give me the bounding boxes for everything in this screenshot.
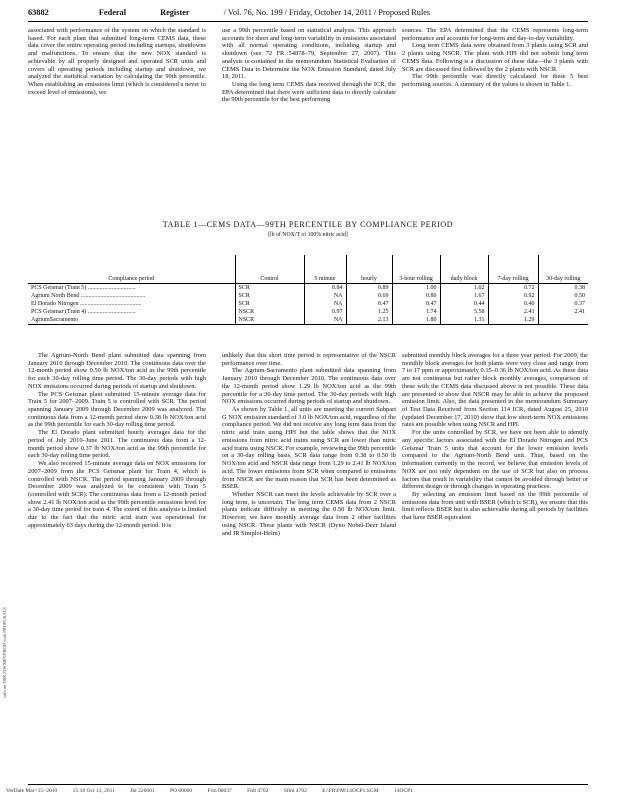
header-register: Register — [160, 8, 190, 17]
column-header: 5 minute — [304, 255, 346, 284]
column-header: Compliance period — [28, 255, 235, 284]
footer-rule — [28, 784, 588, 785]
value-cell: 0.72 — [488, 284, 538, 293]
footer-item: 14OCP1 — [394, 788, 413, 794]
table-row — [28, 284, 588, 293]
header-rule — [28, 21, 588, 22]
column-header: Control — [235, 255, 304, 284]
paragraph: The Agrium-North Bend plant submitted data spanning from January 2010 through December 2010. The continuous data over the 12-month period show 0.50 lb NOX/ton acid as the 99th percentile for each 30-day rolling time period. The 30-day periods with high NOX emissions occurred during periods of startup and shutdown. — [28, 352, 206, 390]
value-cell: 0.92 — [488, 292, 538, 300]
table-subcaption: [lb of NOX/T of 100% nitric acid] — [268, 232, 348, 238]
value-cell: 0.69 — [346, 292, 392, 300]
footer-item: PO 00000 — [169, 788, 193, 794]
bottom-column-2 — [222, 352, 396, 537]
table-row — [28, 308, 588, 316]
paragraph: We also received 15-minute average data on NOX emissions for 2007–2009 from the PCS Geismar plant for Train 4, which is controlled with NSCR. The period spanning January 2009 through December 2009 was analyzed to be consistent with Train 5 (controlled with SCR). The continuous data from a 12-month period show 2.41 lb NOX/ton acid as the 99th percentile emissions level for a 30-day time period for train 4. The extent of this analysis is limited due to the fact that the nitric acid train was operational for approximately 63 days during the 12-month period. It is — [28, 460, 206, 529]
value-cell: NA — [304, 316, 346, 325]
value-cell — [538, 316, 588, 325]
footer-item: Frm 00037 — [207, 788, 232, 794]
running-header — [28, 8, 588, 17]
footer-item: VerDate Mar<15>2010 — [6, 788, 58, 794]
paragraph: Using the long term CEMS data received through the ICR, the EPA determined that there were sufficient data to directly calculate the 99th percentile for the best performing — [222, 81, 396, 104]
footer-item: Jkt 226001 — [130, 788, 155, 794]
footer — [6, 788, 606, 794]
bottom-column-3 — [402, 352, 588, 522]
top-column-2 — [222, 27, 396, 104]
value-cell: 1.02 — [440, 284, 488, 293]
top-column-3 — [402, 27, 588, 89]
value-cell: 2.13 — [346, 316, 392, 325]
plant-cell: Agrium North Bend ........................................... — [31, 293, 146, 299]
value-cell: 1.25 — [346, 308, 392, 316]
value-cell: 0.97 — [304, 308, 346, 316]
header-federal: Federal — [98, 8, 127, 17]
value-cell: 0.89 — [346, 284, 392, 293]
value-cell: 0.40 — [488, 300, 538, 308]
paragraph: sources. The EPA determined that the CEMS represents long-term performance and accounts for long-term and day-to-day variability. — [402, 27, 588, 42]
value-cell: 0.38 — [538, 284, 588, 293]
paragraph: Long term CEMS data were obtained from 3 plants using SCR and 2 plants using NSCR. The plant with HPI did not submit long term CEMS data. Following is a discussion of these data—the 3 plants with SCR are discussed first followed by the 2 plants with NSCR. — [402, 42, 588, 73]
paragraph: The PCS Geismar plant submitted 15-minute average data for Train 5 for 2007–2009. Train 5 is controlled with SCR. The period spanning January 2009 through December 2009 was analyzed. The continuous data from a 12-month period show 0.38 lb NOX/ton acid as the 99th percentile for each 30-day rolling time period. — [28, 390, 206, 429]
value-cell: 0.47 — [392, 300, 440, 308]
value-cell: 1.00 — [392, 284, 440, 293]
control-cell: NSCR — [235, 316, 304, 325]
control-cell: SCR — [235, 292, 304, 300]
table-caption: TABLE 1—CEMS DATA—99TH PERCENTILE BY COMPLIANCE PERIOD — [162, 220, 454, 229]
top-column-1 — [28, 27, 206, 96]
column-header: 30-day rolling — [538, 255, 588, 284]
side-margin-note: sdfn on DSK2TWX8P1PROD with PROPOSALS — [2, 607, 7, 698]
control-cell: SCR — [235, 284, 304, 293]
paragraph: For the units controlled by SCR, we have not been able to identify any specific factors associated with the El Dorado Nitrogen and PCS Geismar Train 5 units that account for the lower emission levels compared to the Agrium-North Bend unit. Thus, based on the information currently in the record, we believe that emission levels of NOX are not only dependent on the use of SCR but also on process factors that result in variability that cannot be avoided through better or different design or through changes in operating practices. — [402, 429, 588, 491]
value-cell: 0.37 — [538, 300, 588, 308]
cems-data-table — [28, 255, 588, 325]
footer-item: E:\FR\FM\14OCP1.SGM — [322, 788, 379, 794]
plant-cell: PCS Geismar (Train 4) ................................ — [31, 309, 136, 315]
footer-item: Sfmt 4702 — [283, 788, 307, 794]
footer-item: Fmt 4702 — [247, 788, 269, 794]
paragraph: associated with performance of the system on which the standard is based. For each plant that submitted long-term CEMS data, these data cover the entire operating period including startups, shutdowns and malfunctions. To ensure that the new NOX standard is achievable by all properly designed and operated SCR units and covers all operating periods including startup and shutdown, we analyzed the statistical variation by calculating the 99th percentile. When establishing an emissions limit (which is considered a never to exceed level of emissions), we — [28, 27, 206, 96]
plant-cell: PCS Geismar (Train 5) ................................ — [31, 285, 136, 291]
control-cell: NSCR — [235, 308, 304, 316]
value-cell: 1.67 — [440, 292, 488, 300]
paragraph: Whether NSCR can meet the levels achievable by SCR over a long term, is uncertain. The long term CEMS data from 2 NSCR plants indicate difficulty in meeting the 0.50 lb NOX/ton limit. However, we have monthly average data from 2 other facilities using NSCR. These plants with NSCR (Dyno Nobel-Deer Island and JR Simplot-Helm) — [222, 490, 396, 537]
column-header: daily block — [440, 255, 488, 284]
paragraph: The El Dorado plant submitted hourly averages data for the period of July 2010–June 2011. The continuous data from a 12-month period show 0.37 lb NOX/ton acid as the 99th percentile for each 30-day rolling time period. — [28, 429, 206, 460]
paragraph: As shown by Table 1, all units are meeting the current Subpart G NOX emission standard of 3.0 lb NOX/ton acid, regardless of the compliance period. We did not receive any long term data from the nitric acid train using HPI but the table shows that the NOX emissions from nitric acid trains using SCR are lower than nitric acid trains using NSCR. For example, reviewing the 99th percentile on a 30-day rolling basis, SCR data range from 0.38 to 0.50 lb NOX/ton acid and NSCR data range from 1.29 to 2.41 lb NOX/ton acid. The lower emissions from SCR when compared to emissions from NSCR are the main reason that SCR has been determined as BSER. — [222, 406, 396, 491]
value-cell: 2.41 — [488, 308, 538, 316]
table-row — [28, 300, 588, 308]
value-cell: 0.80 — [392, 292, 440, 300]
column-header: 3-hour rolling — [392, 255, 440, 284]
column-header: hourly — [346, 255, 392, 284]
paragraph: By selecting an emission limit based on the 99th percentile of emissions data from unit with BSER (which is SCR), we ensure that this limit reflects BSER but is also achievable during all periods by facilities that have BSER equivalent — [402, 490, 588, 522]
value-cell: 1.29 — [488, 316, 538, 325]
column-header: 7-day rolling — [488, 255, 538, 284]
paragraph: unlikely that this short time period is representative of the NSCR performance over time. — [222, 352, 396, 367]
value-cell: 0.84 — [304, 284, 346, 293]
footer-item: 15:18 Oct 13, 2011 — [72, 788, 115, 794]
table-header-row — [28, 255, 588, 284]
value-cell: NA — [304, 292, 346, 300]
value-cell: 2.41 — [538, 308, 588, 316]
value-cell: 1.74 — [392, 308, 440, 316]
control-cell: SCR — [235, 300, 304, 308]
paragraph: use a 99th percentile based on statistical analysis. This approach accounts for short and long-term variability in emissions associated with all normal operating conditions, including startup and shutdown (see 72 FR 54878–79, September 27, 2007). This analysis is contained in the memorandum Statistical Evaluation of CEMS Data to Determine the NOX Emission Standard, dated July 18, 2011. — [222, 27, 396, 81]
value-cell: 0.47 — [346, 300, 392, 308]
page-number: 63882 — [28, 8, 49, 17]
plant-cell: El Dorado Nitrogen ......................................... — [31, 301, 142, 307]
paragraph: submitted monthly block averages for a three year period. For 2009, the monthly block averages for both plants were very close and range from 7 to 17 ppm or approximately 0.15–0.36 lb NOX/ton acid. As these data are not continuous but rather block monthly averages, comparison of these with the CEMS data discussed above is not possible. These data are presented to show that NSCR may be able to achieve the proposed emission limit. Also, the data presented in the memorandum Summary of Test Data Received from Section 114 ICR, dated August 25, 2010 (updated December 17, 2010) show that low short-term NOX emissions rates are possible when using NSCR and HPI. — [402, 352, 588, 429]
value-cell: 1.31 — [440, 316, 488, 325]
value-cell: 0.44 — [440, 300, 488, 308]
value-cell: NA — [304, 300, 346, 308]
plant-cell: AgriumSacramento — [28, 316, 235, 325]
value-cell: 0.50 — [538, 292, 588, 300]
value-cell: 5.58 — [440, 308, 488, 316]
header-volume-info: / Vol. 76, No. 199 / Friday, October 14, 2011 / Proposed Rules — [223, 8, 431, 17]
bottom-column-1 — [28, 352, 206, 530]
value-cell: 1.80 — [392, 316, 440, 325]
paragraph: The 99th percentile was directly calculated for these 5 best performing sources. A summary of the values is shown in Table 1. — [402, 73, 588, 89]
paragraph: The Agrium-Sacramento plant submitted data spanning from January 2010 through December 2010. The continuous data over the 12-month period show 1.29 lb NOX/ton acid as the 99th percentile for a 30-day time period. The 30-day periods with high NOX emissions occurred during periods of startup and shutdown. — [222, 367, 396, 406]
table-row — [28, 292, 588, 300]
table-row — [28, 316, 588, 325]
